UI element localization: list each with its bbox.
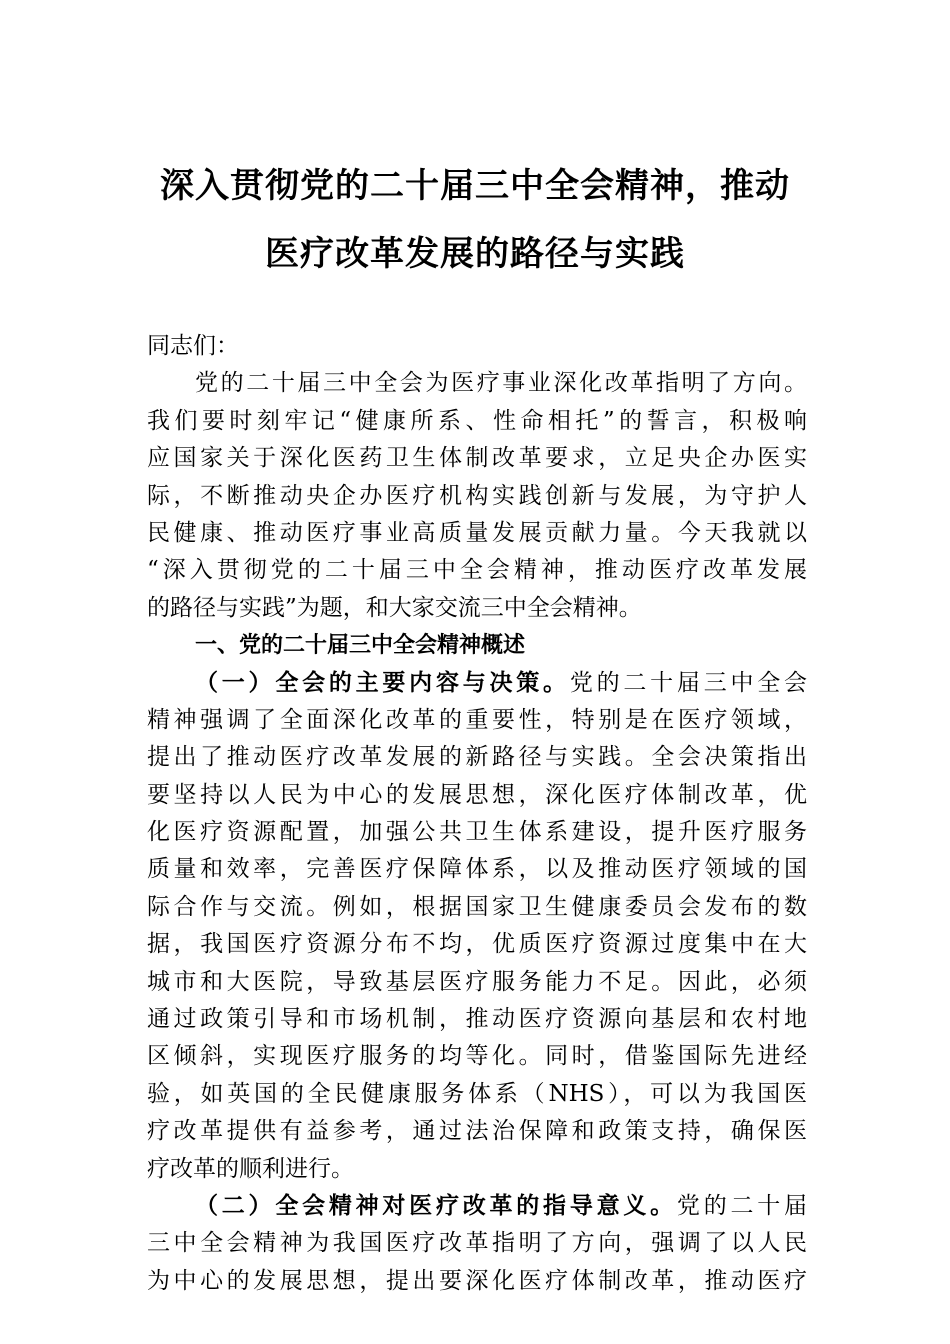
subsection-2-first-line [147,1188,807,1225]
subsection-1-line: 要坚持以人民为中心的发展思想，深化医疗体制改革，优 [147,781,807,808]
intro-line: 我们要时刻牢记“健康所系、性命相托”的誓言，积极响 [147,407,807,434]
subsection-2-line: 为中心的发展思想，提出要深化医疗体制改革，推动医疗 [147,1267,807,1294]
subsection-1-line: 际合作与交流。例如，根据国家卫生健康委员会发布的数 [147,893,807,920]
intro-line: “深入贯彻党的二十届三中全会精神，推动医疗改革发展 [147,557,807,584]
subsection-1-line: 化医疗资源配置，加强公共卫生体系建设，提升医疗服务 [147,819,807,846]
subsection-1-line: 精神强调了全面深化改革的重要性，特别是在医疗领域， [147,706,807,733]
subsection-1-line: 通过政策引导和市场机制，推动医疗资源向基层和农村地 [147,1006,807,1033]
intro-line: 应国家关于深化医药卫生体制改革要求，立足央企办医实 [147,445,807,472]
subsection-1-lead: （一）全会的主要内容与决策。 [195,669,570,696]
document-title-line-1: 深入贯彻党的二十届三中全会精神，推动 [160,166,790,206]
salutation: 同志们： [147,333,239,359]
subsection-1-line: 区倾斜，实现医疗服务的均等化。同时，借鉴国际先进经 [147,1043,807,1070]
intro-line: 民健康、推动医疗事业高质量发展贡献力量。今天我就以 [147,519,807,546]
subsection-2-lead: （二）全会精神对医疗改革的指导意义。 [195,1192,677,1219]
subsection-1-line: 提出了推动医疗改革发展的新路径与实践。全会决策指出 [147,744,807,771]
document-title-line-2: 医疗改革发展的路径与实践 [265,234,685,274]
intro-line: 的路径与实践”为题，和大家交流三中全会精神。 [147,594,642,621]
document-body [147,328,807,1300]
subsection-1-line: 质量和效率，完善医疗保障体系，以及推动医疗领域的国 [147,856,807,883]
subsection-1-line: 验，如英国的全民健康服务体系（NHS），可以为我国医 [147,1080,807,1107]
subsection-1-line: 据，我国医疗资源分布不均，优质医疗资源过度集中在大 [147,931,807,958]
subsection-1-line: 疗改革提供有益参考，通过法治保障和政策支持，确保医 [147,1118,807,1145]
subsection-1-line: 疗改革的顺利进行。 [147,1155,354,1182]
intro-line: 际，不断推动央企办医疗机构实践创新与发展，为守护人 [147,482,807,509]
subsection-2-line: 三中全会精神为我国医疗改革指明了方向，强调了以人民 [147,1230,807,1257]
subsection-2-first-rest: 党的二十届 [676,1192,808,1219]
intro-line: 党的二十届三中全会为医疗事业深化改革指明了方向。 [195,370,807,397]
section-heading: 一、党的二十届三中全会精神概述 [195,633,526,659]
subsection-1-line: 城市和大医院，导致基层医疗服务能力不足。因此，必须 [147,968,807,995]
subsection-1-first-rest: 党的二十届三中全会 [569,669,808,696]
subsection-1-first-line [147,665,807,702]
